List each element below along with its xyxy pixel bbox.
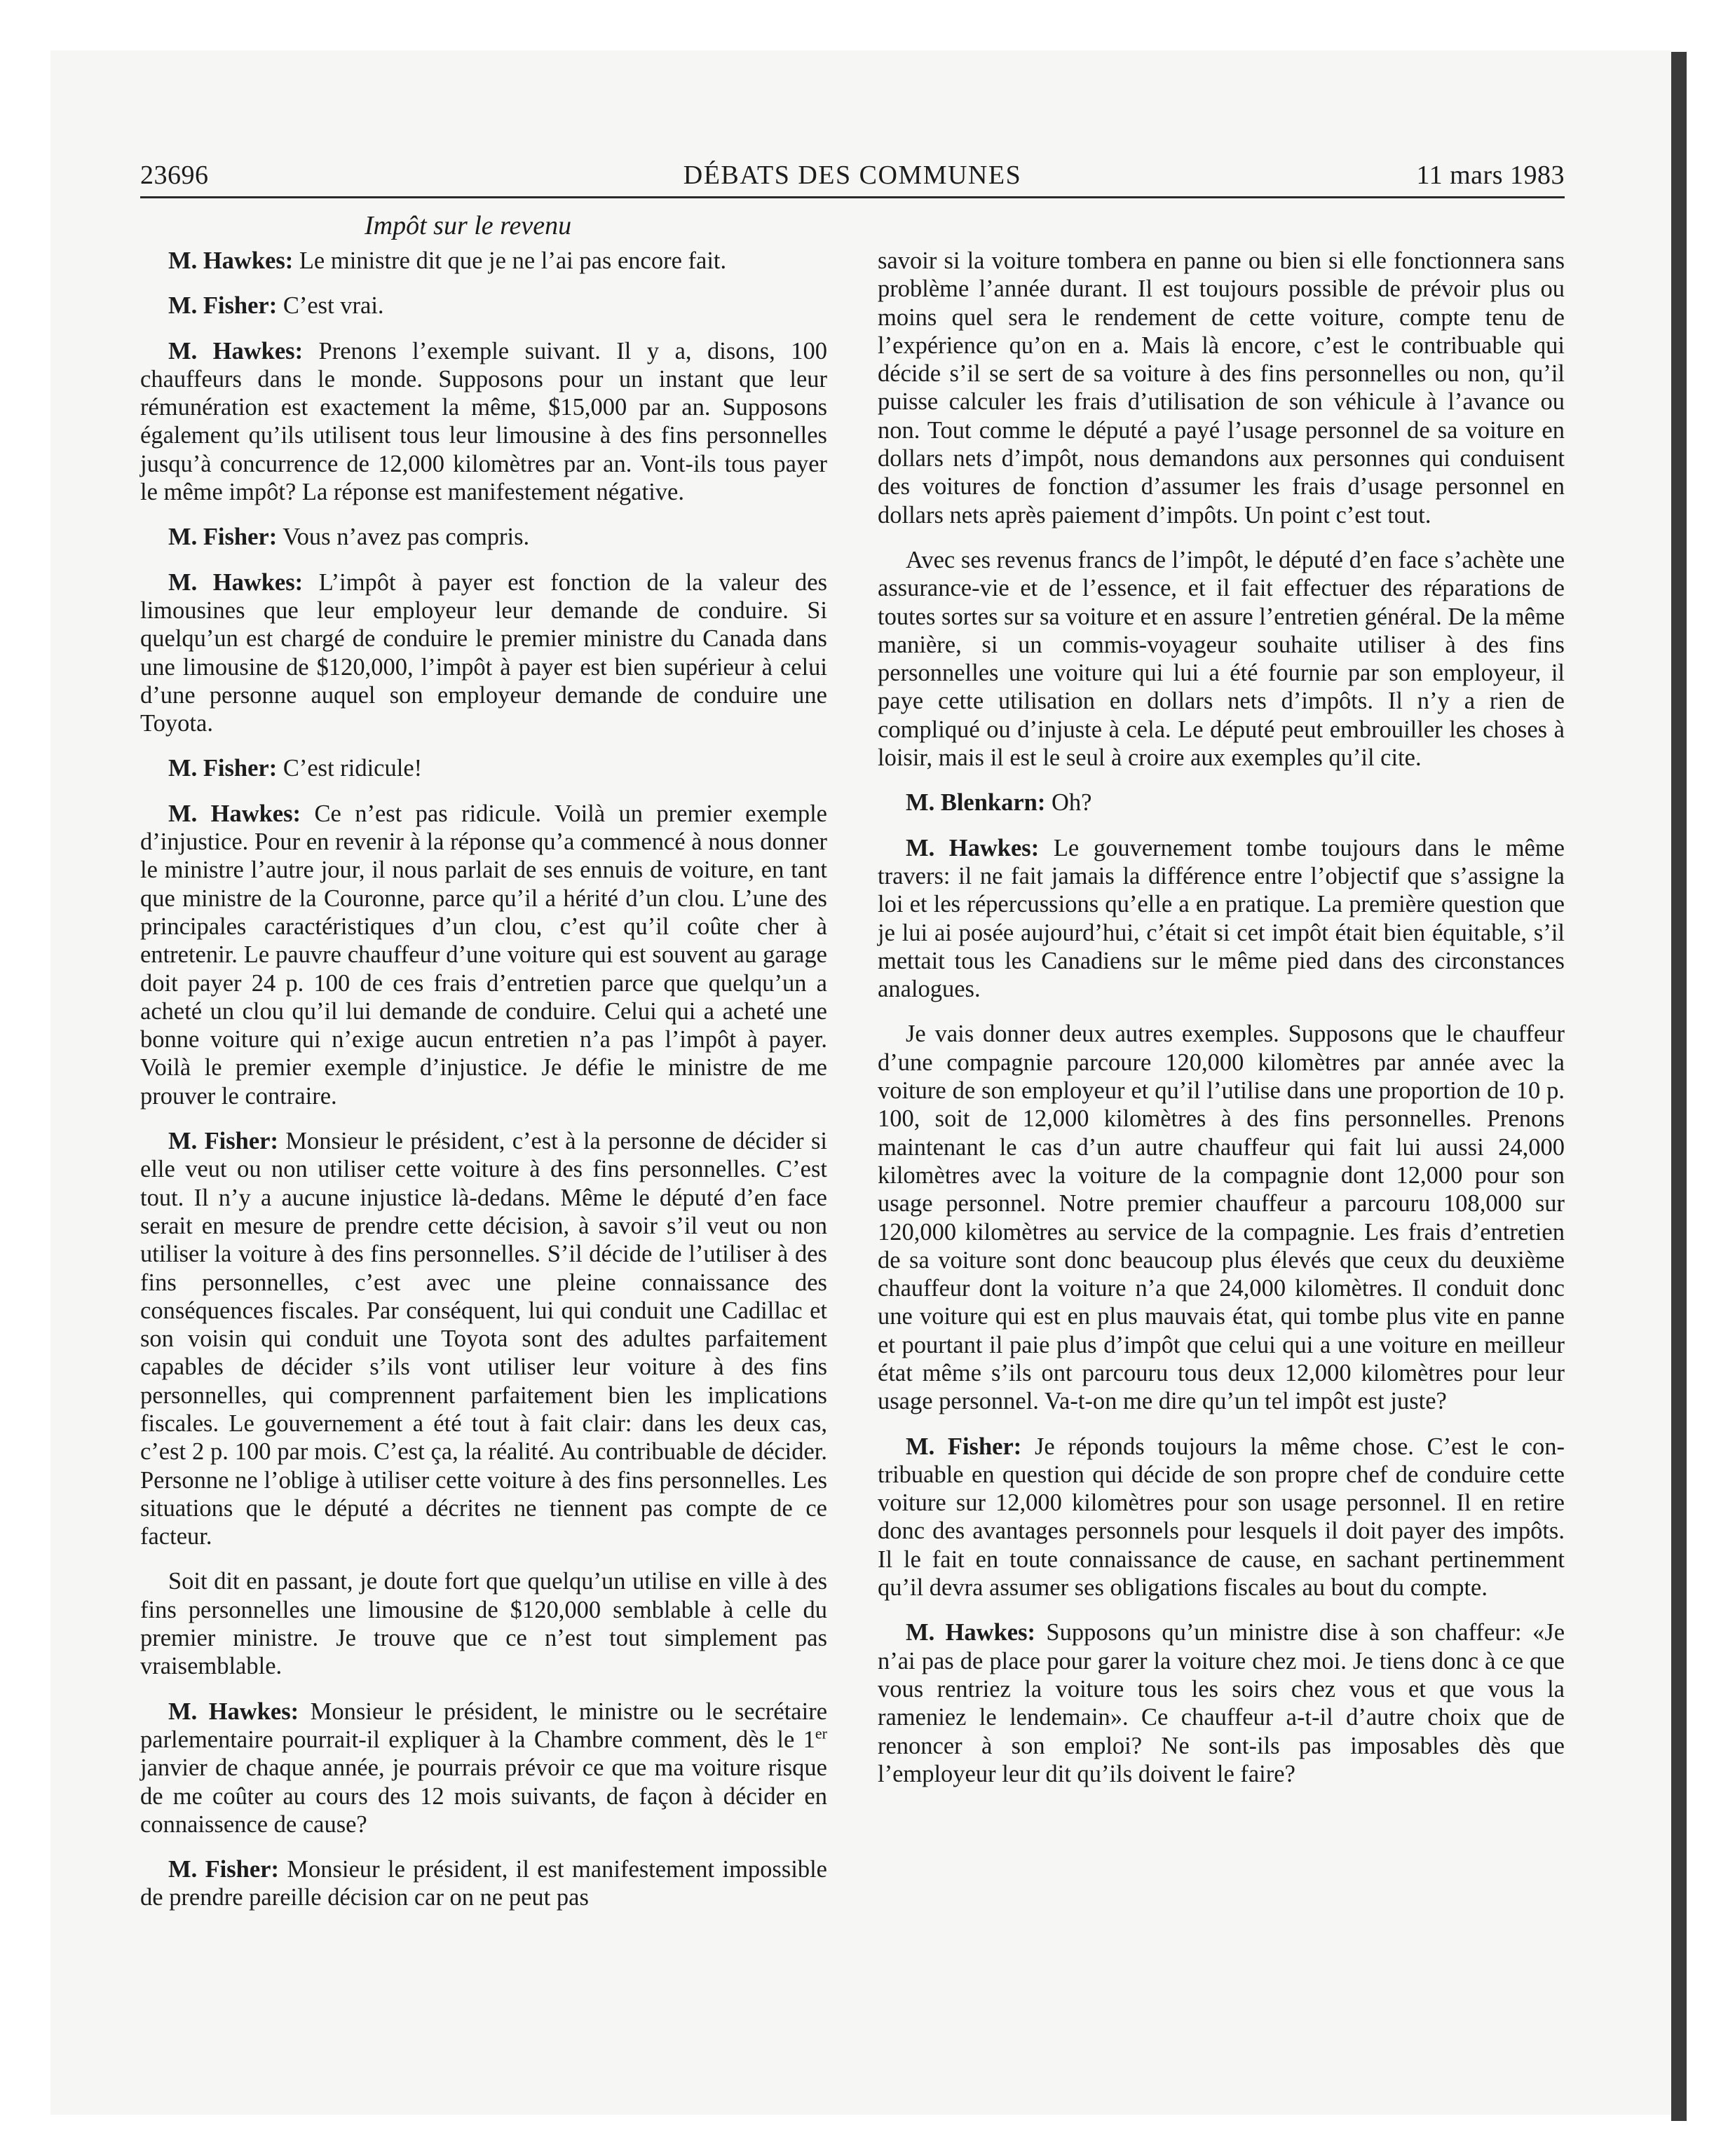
paragraph	[878, 1020, 1565, 1415]
section-title: Impôt sur le revenu	[365, 211, 572, 240]
speaker-name: M. Hawkes:	[906, 1619, 1036, 1646]
paragraph	[140, 1567, 827, 1680]
issue-date: 11 mars 1983	[1416, 161, 1565, 190]
paragraph	[140, 523, 827, 551]
paragraph-text: Soit dit en passant, je doute fort que quelqu’un utilise en ville à des fins personnelles une limousine de $120,000 semblable à celle du premier ministre. Je trouve que ce n’est tout simplement pas vraisemblable.	[140, 1568, 827, 1680]
speaker-name: M. Fisher:	[168, 524, 278, 551]
paragraph-text: Oh?	[1051, 789, 1092, 817]
paragraph	[140, 754, 827, 782]
paragraph-text: Monsieur le président, le ministre ou le secrétaire parlementaire pourrait-il expliquer à la Chambre comment, dès le 1	[140, 1698, 828, 1753]
paragraph-text: Monsieur le président, c’est à la personne de décider si elle veut ou non utiliser cette voiture à des fins personnelles. C’est tout. Il n’y a aucune injustice là-dedans. Même le député d’en face serait en mesure de prendre cette décision, à savoir s’il veut ou non utiliser la voiture à des fins personnelles. S’il décide de l’utiliser à des fins personnelles, c’est avec une pleine connaissance des conséquences fiscales. Par conséquent, lui qui conduit une Cadillac et son voisin qui conduit une Toyota sont des adultes parfaitement capables de décider s’ils vont utiliser leur voiture à des fins personnelles, qui comprennent parfaitement bien les implications fiscales. Le gouvernement a été tout à fait clair: dans les deux cas, c’est 2 p. 100 par mois. C’est ça, la réalité. Au contribuable de décider. Personne ne l’oblige à utiliser cette voiture à des fins personnelles. Les situations que le député a décrites ne tiennent pas compte de ce facteur.	[140, 1128, 828, 1550]
paragraph-text: Je vais donner deux autres exemples. Supposons que le chauffeur d’une compagnie parcoure 120,000 kilomètres par année avec la voiture de son employeur et qu’il l’utilise dans une proportion de 10 p. 100, soit de 12,000 kilomètres à des fins personnelles. Prenons maintenant le cas d’un autre chauffeur qui fait lui aussi 24,000 kilomètres avec la voiture de la compagnie dont 12,000 pour son usage personnel. Notre premier chauffeur a parcouru 108,000 sur 120,000 kilomètres au service de la compagnie. Les frais d’entretien de sa voiture sont donc beaucoup plus élevés que ceux du deuxième chauffeur dont la voiture n’a que 24,000 kilomètres. Il conduit donc une voiture qui est en plus mauvais état, qui tombe plus vite en panne et pourtant il paie plus d’impôt que celui qui a une voiture en meilleur état même s’ils ont parcouru tous deux 12,000 kilomètres pour leur usage personnel. Va-t-on me dire qu’un tel impôt est juste?	[878, 1021, 1565, 1415]
paragraph	[878, 546, 1565, 772]
scan-edge-shadow	[1671, 52, 1687, 2121]
page-number: 23696	[140, 161, 209, 190]
right-column	[878, 247, 1565, 1805]
paragraph	[878, 834, 1565, 1004]
paragraph	[140, 247, 827, 275]
speaker-name: M. Fisher:	[168, 292, 278, 320]
speaker-name: M. Fisher:	[168, 1856, 279, 1883]
paragraph	[140, 1855, 827, 1912]
superscript: er	[815, 1724, 827, 1742]
paragraph	[140, 800, 827, 1110]
speaker-name: M. Hawkes:	[168, 568, 304, 596]
paragraph-text: Supposons qu’un ministre dise à son chaffeur: «Je n’ai pas de place pour garer la voiture chez moi. Je tiens donc à ce que vous rentriez la voiture tous les soirs chez vous et que vous la rameniez le lendemain». Ce chauffeur a-t-il d’autre choix que de renoncer à son emploi? Ne sont-ils pas imposables dès que l’employeur leur dit qu’ils doivent le faire?	[878, 1619, 1565, 1787]
paragraph-text: Le gouvernement tombe toujours dans le même travers: il ne fait jamais la différence entre l’objectif que s’assigne la loi et les répercussions qu’elle a en pratique. La première question que je lui ai posée aujourd’hui, c’était si cet impôt était bien équitable, s’il mettait tous les Canadiens sur le même pied dans des circonstances analogues.	[878, 834, 1565, 1003]
paragraph-text: Prenons l’exemple suivant. Il y a, disons, 100 chauffeurs dans le monde. Supposons pour un instant que leur rémunération est exactement la même, $15,000 par an. Supposons également qu’ils utilisent tous leur limousine à des fins personnelles jusqu’à concurrence de 12,000 kilomètres par an. Vont-ils tous payer le même impôt? La réponse est manifestement négative.	[140, 337, 827, 506]
speaker-name: M. Hawkes:	[168, 1698, 299, 1725]
paragraph	[140, 1127, 827, 1550]
paragraph-text: Le ministre dit que je ne l’ai pas encore fait.	[299, 247, 727, 274]
header-rule	[140, 196, 1565, 198]
paragraph-text: L’impôt à payer est fonction de la valeur des limousines que leur employeur leur demande de conduire. Si quelqu’un est chargé de conduire le premier ministre du Canada dans une limousine de $120,000, l’impôt à payer est bien supérieur à celui d’une personne auquel son employeur demande de conduire une Toyota.	[140, 568, 827, 737]
paragraph	[878, 789, 1565, 817]
speaker-name: M. Hawkes:	[168, 247, 294, 274]
paragraph	[140, 568, 827, 738]
paragraph	[878, 1618, 1565, 1788]
left-column	[140, 247, 827, 1929]
speaker-name: M. Hawkes:	[906, 834, 1040, 861]
paragraph-text: Je réponds toujours la même chose. C’est le contribuable en question qui décide de son propre chef de conduire cette voiture sur 12,000 kilomètres pour son usage personnel. Il en retire donc des avantages personnels pour lesquels il doit payer des impôts. Il le fait en toute connaissance de cause, en sachant pertinemment qu’il devra assumer ses obligations fiscales au bout du compte.	[878, 1433, 1565, 1602]
paragraph-text: Avec ses revenus francs de l’impôt, le député d’en face s’achète une assurance-vie et de l’essence, et il fait effectuer des réparations de toutes sortes sur sa voiture et en assure l’entretien général. De la même manière, si un commis-voyageur souhaite utiliser à des fins personnelles une voiture qui lui a été fournie par son employeur, il paye cette utilisation en dollars nets d’impôts. Il n’y a rien de compliqué ou d’injuste à cela. Le député peut embrouiller les choses à loisir, mais il est le seul à croire aux exemples qu’il cite.	[878, 546, 1565, 772]
speaker-name: M. Hawkes:	[168, 337, 304, 364]
speaker-name: M. Fisher:	[168, 1128, 278, 1155]
paragraph	[878, 1433, 1565, 1602]
journal-title: DÉBATS DES COMMUNES	[683, 161, 1022, 190]
speaker-name: M. Hawkes:	[168, 800, 301, 827]
paragraph-text: C’est vrai.	[283, 292, 384, 320]
paragraph	[140, 1698, 827, 1838]
paragraph	[140, 292, 827, 320]
paragraph	[878, 247, 1565, 529]
paragraph-text: savoir si la voiture tombera en panne ou bien si elle fonctionnera sans problème l’année durant. Il est toujours possible de prévoir plus ou moins quel sera le rendement de cette voiture, compte tenu de l’expérience qu’on en a. Mais là encore, c’est le contribuable qui décide s’il se sert de sa voiture à des fins personnelles ou non, qu’il puisse calculer les frais d’utilisation de son véhicule à l’avance ou non. Tout comme le député a payé l’usage personnel de sa voiture en dollars nets d’impôt, nous demandons aux personnes qui conduisent des voitures de fonction d’assumer les frais d’usage personnel en dollars nets après paiement d’impôts. Un point c’est tout.	[878, 247, 1565, 528]
speaker-name: M. Fisher:	[906, 1433, 1022, 1460]
paragraph-text: Monsieur le président, il est manifestement impossible de prendre pareille décision car on ne peut pas	[140, 1856, 827, 1911]
page-header	[140, 156, 1565, 195]
paragraph	[140, 337, 827, 507]
speaker-name: M. Blenkarn:	[906, 789, 1046, 817]
paragraph-text-after: janvier de chaque année, je pourrais prévoir ce que ma voiture risque de me coûter au cours des 12 mois suivants, de façon à décider en connaissence de cause?	[140, 1754, 827, 1838]
speaker-name: M. Fisher:	[168, 755, 278, 782]
paragraph-text: Ce n’est pas ridicule. Voilà un premier exemple d’injustice. Pour en revenir à la réponse qu’a commencé à nous donner le ministre l’autre jour, il nous parlait de ses ennuis de voiture, en tant que ministre de la Couronne, parce qu’il a hérité d’un clou. L’une des principales caractéristiques d’un clou, c’est qu’il coûte cher à entretenir. Le pauvre chauffeur d’une voiture qui est souvent au garage doit payer 24 p. 100 de ces frais d’entretien parce que quelqu’un a acheté un clou qu’il lui demande de conduire. Celui qui a acheté une bonne voiture qui n’exige aucun entretien n’a pas l’impôt à payer. Voilà le premier exemple d’injustice. Je défie le ministre de me prouver le contraire.	[140, 800, 827, 1110]
paragraph-text: C’est ridicule!	[283, 755, 423, 782]
paragraph-text: Vous n’avez pas compris.	[283, 524, 530, 551]
